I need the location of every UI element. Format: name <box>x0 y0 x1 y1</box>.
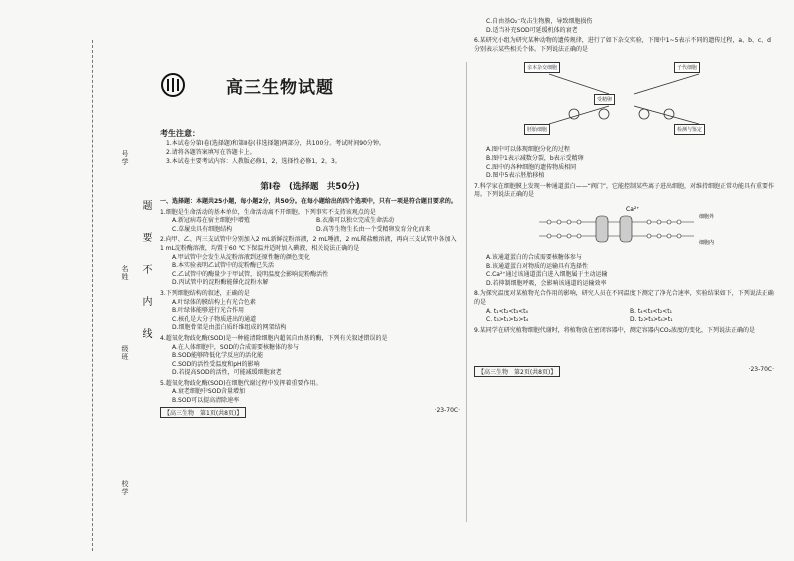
diagram-node: 检测与鉴定 <box>674 124 705 135</box>
page-footer <box>160 407 460 418</box>
flow-diagram <box>504 58 754 144</box>
option: B.该通道蛋白对物质的运输具有选择性 <box>486 262 589 270</box>
option: C.图中的各种细胞的遗传物质相同 <box>486 163 577 171</box>
section-instruction: 一、选择题：本题共25小题，每小题2分，共50分。在每小题给出的四个选项中，只有一项是符合题目要求的。 <box>160 198 457 205</box>
binding-char: 题 <box>140 200 151 232</box>
footer-code: ·23-70C· <box>434 406 460 414</box>
binding-char: 不 <box>140 264 151 296</box>
notice-title: 考生注意： <box>160 129 200 138</box>
option: A.该通道蛋白的合成需要核糖体参与 <box>486 253 582 261</box>
question-options <box>160 217 460 234</box>
binding-char: 要 <box>140 232 151 264</box>
option: B.图中1表示减数分裂，b表示受精卵 <box>486 154 584 162</box>
title-row <box>160 72 460 98</box>
option: B.SOD可以提高清除速率 <box>172 397 240 405</box>
diagram-node: 受精卵 <box>594 94 615 105</box>
footer-page-label: 【高三生物 第2页(共8页)】 <box>474 366 560 377</box>
option: A.衰老细胞中SOD含量增加 <box>172 388 246 396</box>
question-stem: 5.超氧化物歧化酶(SOD)在细胞代谢过程中发挥着重要作用。 <box>160 379 322 387</box>
binding-label-3: 级班 <box>121 345 129 361</box>
option: A.新冠病毒在宿主细胞中增殖 <box>172 217 250 225</box>
option: D.丙试管中的淀粉酶能催化淀粉水解 <box>172 279 269 287</box>
option: D.细胞骨架是由蛋白质纤维组成的网架结构 <box>172 324 287 332</box>
option: D.适当补充SOD可延缓机体的衰老 <box>486 26 578 34</box>
question-stem: 2.向甲、乙、丙三支试管中分别加入2 mL新鲜淀粉溶液，2 mL唾液，2 mL稀盐酸溶液，再向三支试管中各加入1 mL淀粉酶溶液，均置于60 ℃下保温并适时加入碘液，相关说法正确的是 <box>160 236 457 252</box>
diagram-node: 亲本杂交细胞 <box>524 62 560 73</box>
diagram-arrows <box>504 58 754 144</box>
option: D.高等生物生长由一个受精卵发育分化而来 <box>316 225 431 233</box>
binding-label-1: 号学 <box>121 150 129 166</box>
membrane-label: 细胞内 <box>699 239 715 246</box>
option: B.SOD能够降低化学反应的活化能 <box>172 352 264 360</box>
page-footer <box>474 366 774 377</box>
option: B. t₄<t₃<t₂<t₁ <box>630 307 673 315</box>
option: D. t₂>t₃>t₄>t₁ <box>630 316 673 324</box>
option: D.若提高SOD的活性，可能减缓细胞衰老 <box>172 369 282 377</box>
option: C.自由基O₂⁻攻击生物膜，导致细胞损伤 <box>486 18 593 25</box>
question-stem: 1.细胞是生命活动的基本单位，生命活动离不开细胞。下列事实不支持该观点的是 <box>160 208 376 216</box>
question-options <box>474 308 774 325</box>
binding-line <box>92 40 94 551</box>
section-heading: 第Ⅰ卷 (选择题 共50分) <box>260 182 360 192</box>
option: C.乙试管中的酶量少于甲试管，说明温度会影响淀粉酶活性 <box>172 270 329 278</box>
binding-label-2: 名姓 <box>121 265 129 281</box>
option: C.Ca²⁺通过该通道蛋白进入细胞属于主动运输 <box>486 271 608 279</box>
right-page <box>474 18 774 377</box>
question-stem: 7.科学家在细胞膜上发现一种通道蛋白——“阀门”，它能控制某些离子进出细胞，对维持细胞正常功能具有重要作用。下列说法正确的是 <box>474 182 774 199</box>
option: C.核孔是大分子物质进出的通道 <box>172 315 257 323</box>
publisher-logo-icon <box>160 72 186 98</box>
option: A.甲试管中会发生从淀粉溶液到还原性糖的颜色变化 <box>172 253 310 261</box>
option: B.叶绿体能够进行光合作用 <box>172 307 245 315</box>
footer-page-label: 【高三生物 第1页(共8页)】 <box>160 407 246 418</box>
notice-line: 1.本试卷分第Ⅰ卷(选择题)和第Ⅱ卷(非选择题)两部分，共100分。考试时间90分钟。 <box>166 140 385 147</box>
binding-warning <box>138 200 153 360</box>
diagram-node: 胚胎细胞 <box>524 124 550 135</box>
question-stem: 6.某研究小组为研究某种动物的遗传规律，进行了如下杂交实验，下图中1~5表示不同的遗传过程，a、b、c、d分别表示某些相关个体。下列说法正确的是 <box>474 37 771 53</box>
notice-line: 3.本试卷主要考试内容：人教版必修1，2，选择性必修1，2，3。 <box>166 158 341 165</box>
binding-char: 线 <box>140 328 151 360</box>
membrane-diagram <box>534 204 734 248</box>
binding-char: 内 <box>140 296 151 328</box>
option: D.若抑制细胞呼吸，会影响该通道的运输效率 <box>486 279 607 287</box>
question-stem: 4.超氧化物歧化酶(SOD)是一种能清除细胞内超氧自由基的酶，下列有关叙述错误的是 <box>160 334 388 342</box>
option: C. t₃>t₁>t₂>t₄ <box>486 316 529 324</box>
option: B.衣藻可以独立完成生命活动 <box>316 217 395 225</box>
option: B.本实验表明乙试管中的淀粉酶已失活 <box>172 262 275 270</box>
question-stem: 3.下列细胞结构的叙述，正确的是 <box>160 289 250 297</box>
exam-title: 高三生物试题 <box>226 77 334 98</box>
diagram-node: 子代细胞 <box>674 62 700 73</box>
membrane-label: Ca²⁺ <box>626 205 640 213</box>
option: A.在人体细胞中，SOD的合成需要核糖体的参与 <box>172 343 300 351</box>
page-divider <box>466 62 467 522</box>
option: C.SOD的活性受温度和pH的影响 <box>172 360 260 368</box>
option: A.图中可以体现细胞分化的过程 <box>486 146 570 154</box>
option: A.叶绿体的膜结构上有光合色素 <box>172 298 256 306</box>
footer-code: ·23-70C· <box>748 366 774 374</box>
left-page <box>160 60 460 417</box>
option: C.草履虫具有细胞结构 <box>172 225 233 233</box>
notice-line: 2.请将各题答案填写在答题卡上。 <box>166 149 256 156</box>
membrane-label: 细胞外 <box>699 213 715 220</box>
option: A. t₁<t₂<t₃<t₄ <box>486 307 528 315</box>
question-stem: 8.为探究温度对某植物光合作用的影响，研究人员在不同温度下测定了净光合速率，实验结果如下，下列说法正确的是 <box>474 290 774 306</box>
question-stem: 9.某同学在研究植物细胞代谢时，将植物放在密闭容器中，测定容器内CO₂浓度的变化，下列说法正确的是 <box>474 326 756 334</box>
binding-label-4: 校学 <box>121 480 129 496</box>
option: D.图中5表示胚胎移植 <box>486 172 545 180</box>
